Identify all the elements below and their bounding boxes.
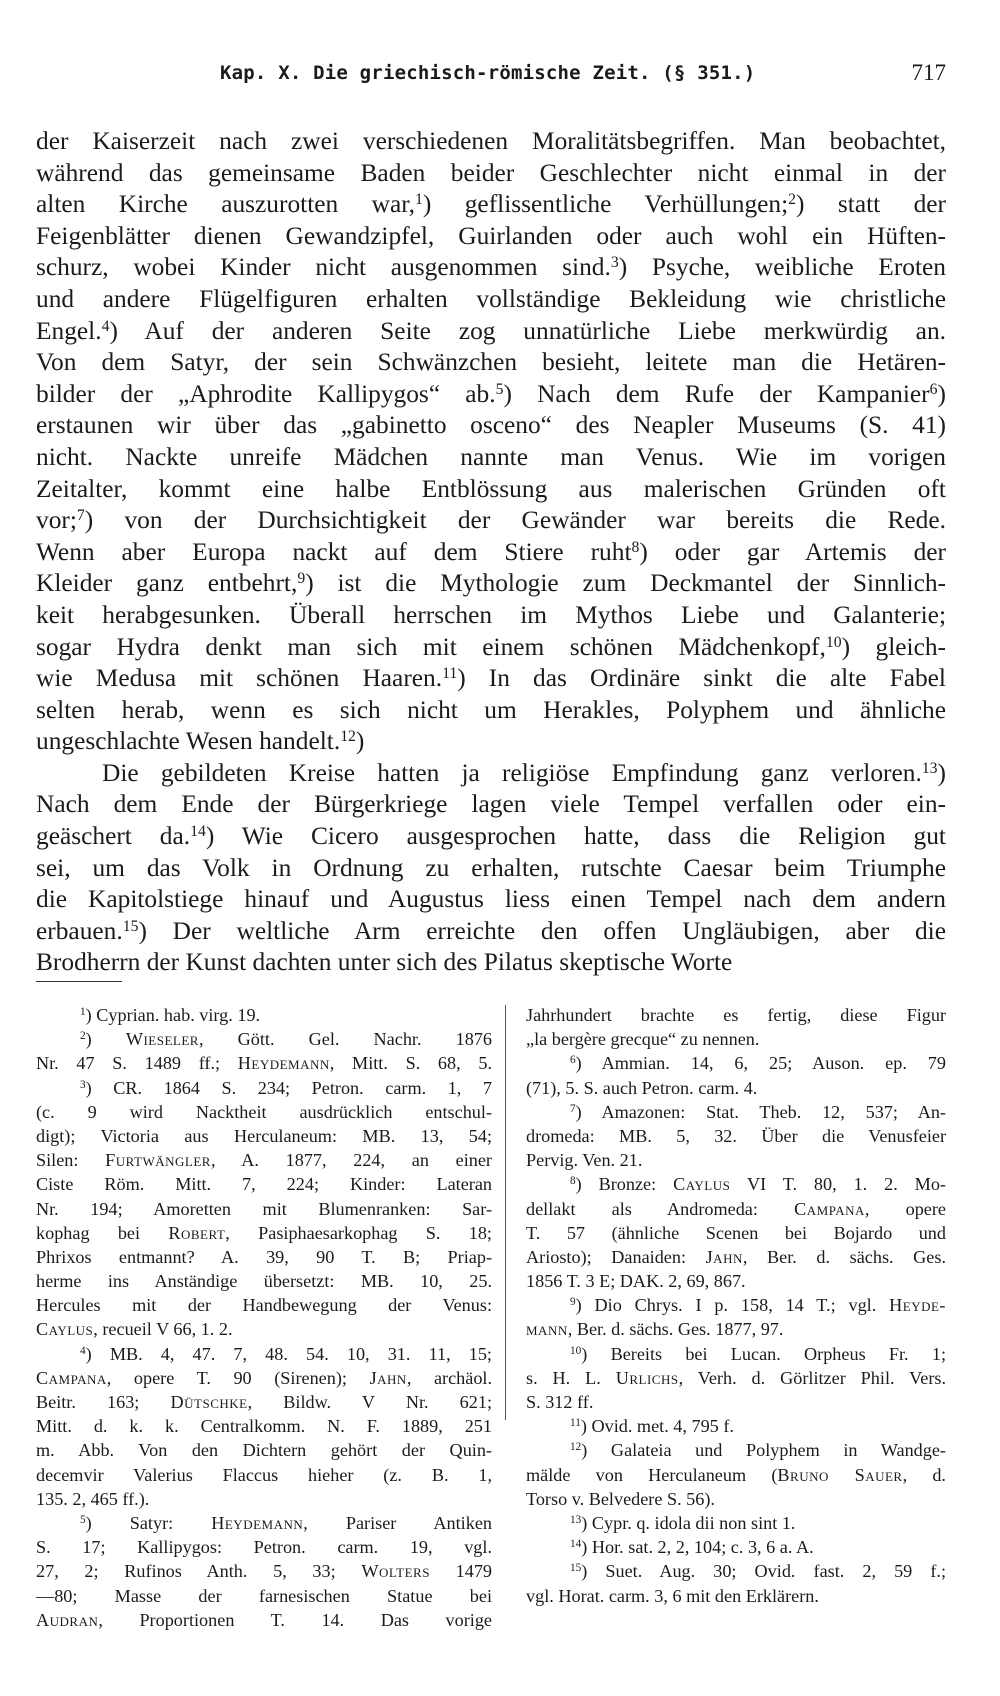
footnote-line: s. H. L. Urlichs, Verh. d. Görlitzer Phil. Vers. <box>526 1367 947 1388</box>
page-header <box>36 62 946 102</box>
footnote-start-line: $^5$) Satyr: Heydemann, Pariser Antiken <box>80 1512 492 1533</box>
footnote-start-line: $^3$) CR. 1864 S. 234; Petron. carm. 1, 7 <box>80 1077 492 1098</box>
footnote-line: Jahrhundert brachte es fertig, diese Figur <box>526 1005 946 1025</box>
footnote-line: 1856 T. 3 E; DAK. 2, 69, 867. <box>526 1271 746 1292</box>
footnote-line: decemvir Valerius Flaccus hieher (z. B. 1, <box>36 1464 492 1485</box>
footnote-line: Ciste Röm. Mitt. 7, 224; Kinder: Lateran <box>36 1174 492 1195</box>
footnote-line: Torso v. Belvedere S. 56). <box>526 1488 715 1509</box>
footnotes-right-column <box>526 1003 946 1608</box>
text-line: Von dem Satyr, der sein Schwänzchen besieht, leitete man die Hetären- <box>36 348 946 377</box>
text-line: Zeitalter, kommt eine halbe Entblössung aus malerischen Gründen oft <box>36 474 946 503</box>
text-line: alten Kirche auszurotten war,$^1$) geflissentliche Verhüllungen;$^2$) statt der <box>36 190 947 219</box>
page-number: 717 <box>911 60 946 85</box>
footnote-line: vgl. Horat. carm. 3, 6 mit den Erklärern. <box>526 1585 819 1606</box>
footnote-line: Ariosto); Danaiden: Jahn, Ber. d. sächs. Ges. <box>526 1246 946 1267</box>
footnote-line: (c. 9 wird Nacktheit ausdrücklich entschul- <box>36 1101 492 1122</box>
text-line: ungeschlachte Wesen handelt.$^{12}$) <box>36 727 365 756</box>
text-line: vor;$^7$) von der Durchsichtigkeit der Gewänder war bereits die Rede. <box>36 506 946 535</box>
footnote-line: „la bergère grecque“ zu nennen. <box>526 1029 760 1050</box>
footnote-line: dromeda: MB. 5, 32. Über die Venusfeier <box>526 1125 946 1146</box>
footnote-start-line: $^6$) Ammian. 14, 6, 25; Auson. ep. 79 <box>570 1053 946 1074</box>
footnote-line: Nr. 47 S. 1489 ff.; Heydemann, Mitt. S. 68, 5. <box>36 1053 492 1074</box>
text-line: sei, um das Volk in Ordnung zu erhalten, rutschte Caesar beim Triumphe <box>36 853 946 882</box>
footnote-line: Audran, Proportionen T. 14. Das vorige <box>36 1609 492 1630</box>
footnotes-left-column <box>36 1003 492 1632</box>
text-line: erstaunen wir über das „gabinetto osceno“ des Neapler Museums (S. 41) <box>36 411 946 440</box>
text-line: der Kaiserzeit nach zwei verschiedenen Moralitätsbegriffen. Man beobachtet, <box>36 127 946 155</box>
footnote-line: m. Abb. Von den Dichtern gehört der Quin- <box>36 1440 492 1461</box>
text-line: nicht. Nackte unreife Mädchen nannte man Venus. Wie im vorigen <box>36 442 946 471</box>
footnote-start-line: $^{15}$) Suet. Aug. 30; Ovid. fast. 2, 59 f.; <box>570 1561 946 1582</box>
footnote-start-line: $^1$) Cyprian. hab. virg. 19. <box>80 1005 261 1025</box>
footnote-start-line: $^{12}$) Galateia und Polyphem in Wandge- <box>570 1440 946 1461</box>
footnote-line: T. 57 (ähnliche Scenen bei Bojardo und <box>526 1222 946 1243</box>
footnote-line: dellakt als Andromeda: Campana, opere <box>526 1198 946 1219</box>
footnote-line: Silen: Furtwängler, A. 1877, 224, an einer <box>36 1150 492 1171</box>
footnote-start-line: $^{13}$) Cypr. q. idola dii non sint 1. <box>570 1512 796 1533</box>
footnote-line: (71), 5. S. auch Petron. carm. 4. <box>526 1077 758 1098</box>
footnote-line: Mitt. d. k. k. Centralkomm. N. F. 1889, 251 <box>36 1416 492 1437</box>
text-line: erbauen.$^{15}$) Der weltliche Arm erreichte den offen Ungläubigen, aber die <box>36 916 946 945</box>
text-line: und andere Flügelfiguren erhalten vollständige Bekleidung wie christliche <box>36 284 946 313</box>
footnote-line: Beitr. 163; Dütschke, Bildw. V Nr. 621; <box>36 1392 493 1412</box>
text-line: Nach dem Ende der Bürgerkriege lagen viele Tempel verfallen oder ein- <box>36 790 946 819</box>
footnote-start-line: $^7$) Amazonen: Stat. Theb. 12, 537; An- <box>570 1101 946 1122</box>
text-line: Wenn aber Europa nackt auf dem Stiere ruht$^8$) oder gar Artemis der <box>36 537 947 566</box>
footnote-start-line: $^8$) Bronze: Caylus VI T. 80, 1. 2. Mo- <box>570 1174 946 1195</box>
text-line: sogar Hydra denkt man sich mit einem schönen Mädchenkopf,$^{10}$) gleich- <box>36 632 946 661</box>
text-line: wie Medusa mit schönen Haaren.$^{11}$) In das Ordinäre sinkt die alte Fabel <box>36 664 946 693</box>
text-line: Engel.$^4$) Auf der anderen Seite zog unnatürliche Liebe merkwürdig an. <box>36 316 946 345</box>
footnote-line: Hercules mit der Handbewegung der Venus: <box>36 1295 492 1316</box>
text-line: während das gemeinsame Baden beider Geschlechter nicht einmal in der <box>36 158 946 187</box>
text-line: schurz, wobei Kinder nicht ausgenommen sind.$^3$) Psyche, weibliche Eroten <box>36 253 946 282</box>
footnote-line: Nr. 194; Amoretten mit Blumenranken: Sar- <box>36 1198 492 1219</box>
text-line: Die gebildeten Kreise hatten ja religiöse Empfindung ganz verloren.$^{13}$) <box>102 758 946 787</box>
footnote-line: mälde von Herculaneum (Bruno Sauer, d. <box>526 1464 946 1485</box>
footnote-line: 27, 2; Rufinos Anth. 5, 33; Wolters 1479 <box>36 1561 493 1582</box>
text-line: Brodherrn der Kunst dachten unter sich des Pilatus skeptische Worte <box>36 948 733 977</box>
footnote-line: mann, Ber. d. sächs. Ges. 1877, 97. <box>526 1319 784 1340</box>
footnote-line: S. 312 ff. <box>526 1392 594 1412</box>
text-line: keit herabgesunken. Überall herrschen im Mythos Liebe und Galanterie; <box>36 600 946 629</box>
text-line: bilder der „Aphrodite Kallipygos“ ab.$^5$) Nach dem Rufe der Kampanier$^6$) <box>36 379 946 408</box>
text-line: selten herab, wenn es sich nicht um Herakles, Polyphem und ähnliche <box>36 695 946 724</box>
text-line: Feigenblätter dienen Gewandzipfel, Guirlanden oder auch wohl ein Hüften- <box>36 221 946 250</box>
footnote-separator-rule <box>36 981 122 982</box>
footnote-line: —80; Masse der farnesischen Statue bei <box>36 1585 492 1606</box>
footnote-start-line: $^{14}$) Hor. sat. 2, 2, 104; c. 3, 6 a. A. <box>570 1537 814 1558</box>
footnote-line: 135. 2, 465 ff.). <box>36 1488 150 1509</box>
text-line: Kleider ganz entbehrt,$^9$) ist die Mythologie zum Deckmantel der Sinnlich- <box>36 569 947 598</box>
footnote-line: Pervig. Ven. 21. <box>526 1150 643 1171</box>
footnote-start-line: $^{11}$) Ovid. met. 4, 795 f. <box>570 1416 734 1437</box>
footnote-start-line: $^4$) MB. 4, 47. 7, 48. 54. 10, 31. 11, 15; <box>80 1343 492 1364</box>
main-text <box>36 126 946 979</box>
footnote-line: kophag bei Robert, Pasiphaesarkophag S. 18; <box>36 1222 492 1243</box>
footnote-column-divider <box>505 1005 506 1420</box>
footnote-line: S. 17; Kallipygos: Petron. carm. 19, vgl. <box>36 1537 492 1558</box>
footnote-start-line: $^{10}$) Bereits bei Lucan. Orpheus Fr. 1; <box>570 1343 946 1364</box>
footnote-line: Caylus, recueil V 66, 1. 2. <box>36 1319 233 1340</box>
footnote-line: herme ins Anständige übersetzt: MB. 10, 25. <box>36 1271 492 1292</box>
text-line: geäschert da.$^{14}$) Wie Cicero ausgesprochen hatte, dass die Religion gut <box>36 822 946 851</box>
running-title: Kap. X. Die griechisch-römische Zeit. (§ 351.) <box>220 62 756 84</box>
text-line: die Kapitolstiege hinauf und Augustus liess einen Tempel nach dem andern <box>36 885 946 914</box>
footnote-start-line: $^2$) Wieseler, Gött. Gel. Nachr. 1876 <box>80 1029 492 1050</box>
footnote-start-line: $^9$) Dio Chrys. I p. 158, 14 T.; vgl. Heyde- <box>570 1295 946 1316</box>
footnote-line: digt); Victoria aus Herculaneum: MB. 13, 54; <box>36 1125 492 1146</box>
footnote-line: Campana, opere T. 90 (Sirenen); Jahn, archäol. <box>36 1367 493 1388</box>
footnote-line: Phrixos entmannt? A. 39, 90 T. B; Priap- <box>36 1246 492 1267</box>
